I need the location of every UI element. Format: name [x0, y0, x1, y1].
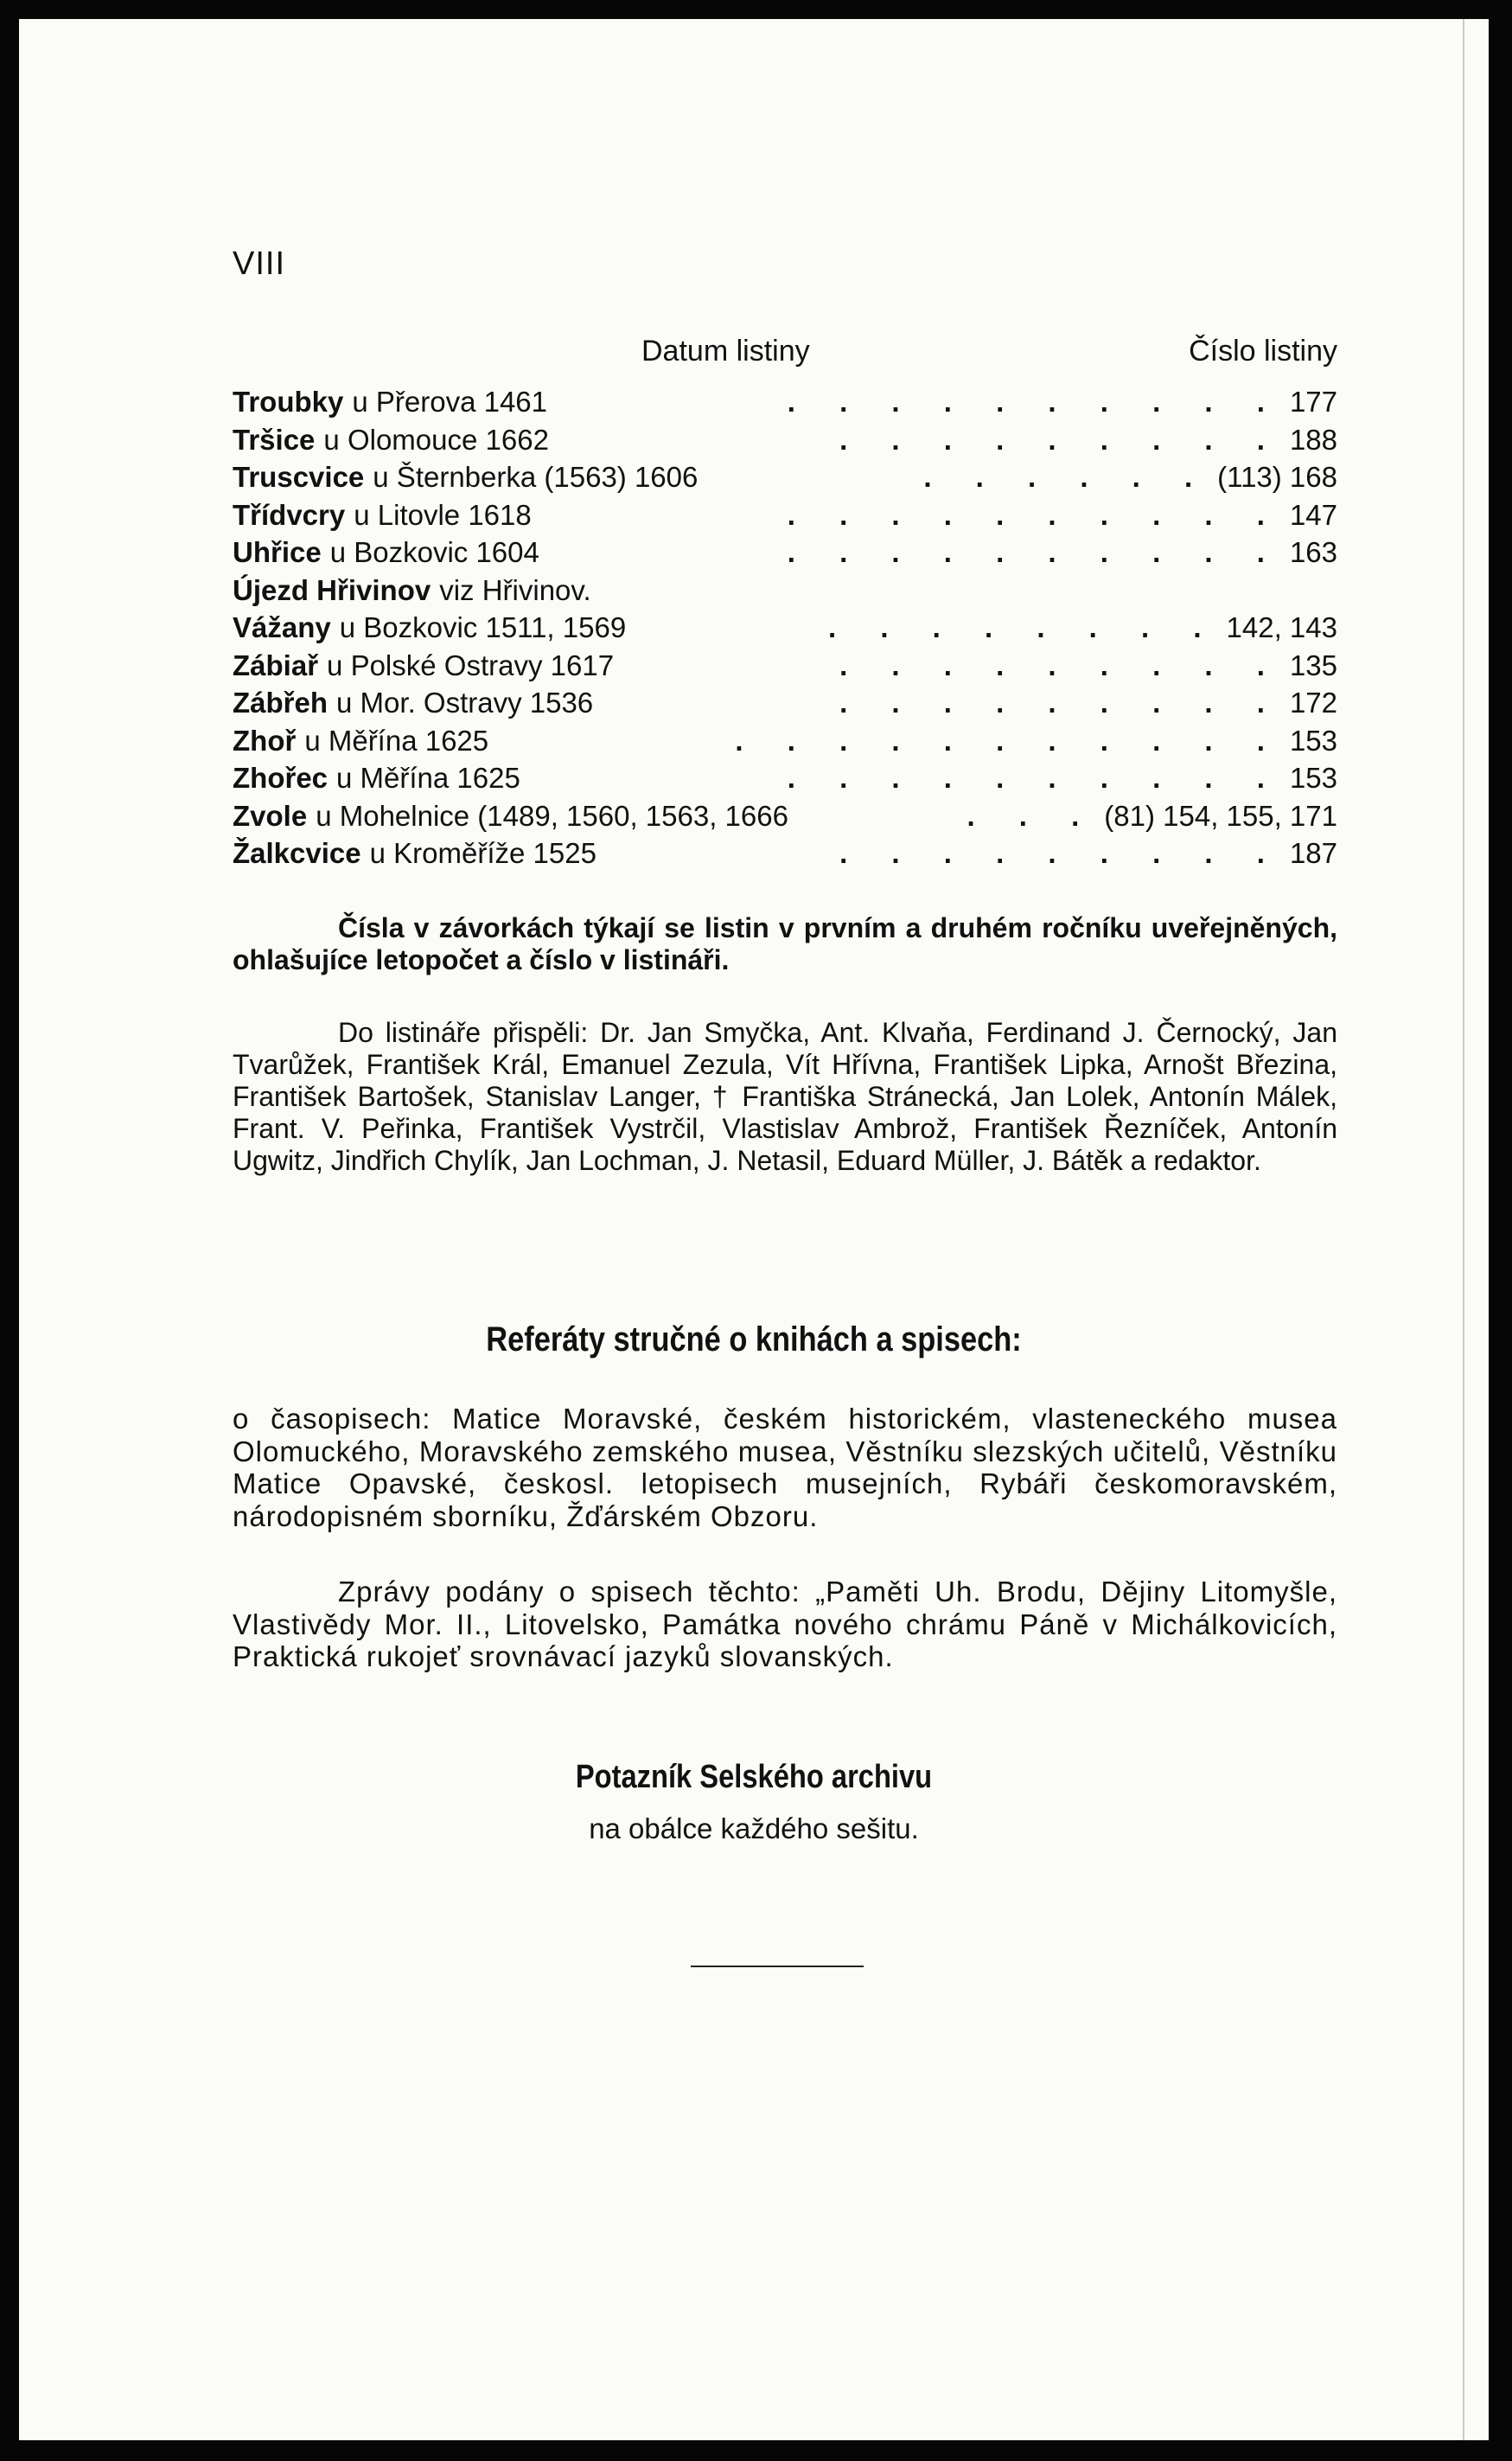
entry-detail: u Bozkovic 1511, 1569: [339, 611, 627, 643]
entry-leader-dots: . . . . . . . . .: [839, 423, 1283, 456]
entry-detail: u Mohelnice (1489, 1560, 1563, 1666: [316, 799, 788, 832]
entry-reference: (113) 168: [1217, 461, 1337, 493]
column-header-number: Číslo listiny: [1189, 335, 1337, 368]
entry-place: Zábiař: [233, 649, 319, 681]
entry-detail: u Mor. Ostravy 1536: [336, 687, 594, 719]
index-entry: [233, 800, 1337, 838]
entry-reference: 163: [1289, 536, 1337, 568]
page: [19, 19, 1489, 2440]
contributors-paragraph: Do listináře přispěli: Dr. Jan Smyčka, Ant. Klvaňa, Ferdinand J. Černocký, Jan Tvarůžek, František Král, Emanuel Zezula, Vít Hřívna, František Lipka, Arnošt Březina, František Bartošek, Stanislav Langer, † Františka Stránecká, Jan Lolek, Antonín Málek, Frant. V. Peřinka, František Vystrčil, Vlastislav Ambrož, František Řezníček, Antonín Ugwitz, Jindřich Chylík, Jan Lochman, J. Netasil, Eduard Müller, J. Bátěk a redaktor.: [233, 1017, 1337, 1176]
page-number: VIII: [233, 246, 286, 282]
entry-detail: u Měřína 1625: [304, 724, 489, 757]
referaty-heading: Referáty stručné o knihách a spisech:: [486, 1320, 1022, 1358]
entry-reference: 187: [1289, 837, 1337, 869]
column-header-date: Datum listiny: [641, 335, 810, 368]
entry-leader-dots: . . .: [967, 799, 1098, 832]
entry-detail: u Přerova 1461: [352, 386, 548, 418]
entry-leader-dots: . . . . . . . . . . .: [735, 724, 1283, 757]
entry-detail: u Kroměříže 1525: [369, 837, 597, 869]
periodicals-paragraph: o časopisech: Matice Moravské, českém historickém, vlasteneckého musea Olomuckého, Moravského zemského musea, Věstníku slezských učitelů, Věstníku Matice Opavské, českosl. letopisech musejních, Rybáři českomoravském, národopisném sborníku, Žďárském Obzoru.: [233, 1403, 1337, 1532]
entry-detail: u Litovle 1618: [354, 498, 532, 531]
entry-place: Zvole: [233, 799, 308, 832]
entry-detail: u Polské Ostravy 1617: [327, 649, 615, 681]
entry-reference: 188: [1289, 423, 1337, 456]
entry-place: Uhřice: [233, 536, 322, 568]
entry-detail: u Šternberka (1563) 1606: [373, 461, 699, 493]
entry-reference: 153: [1289, 724, 1337, 757]
entry-detail: u Bozkovic 1604: [329, 536, 539, 568]
index-entry: [233, 574, 1337, 612]
entry-reference: 172: [1289, 687, 1337, 719]
charter-index-list: [233, 386, 1337, 875]
entry-leader-dots: . . . . . . . . .: [839, 687, 1283, 719]
entry-reference: 147: [1289, 498, 1337, 531]
entry-place: Truscvice: [233, 461, 365, 493]
entry-leader-dots: . . . . . . . . . .: [787, 498, 1283, 531]
entry-leader-dots: . . . . . .: [923, 461, 1211, 493]
entry-reference: 142, 143: [1226, 611, 1337, 643]
entry-detail: u Olomouce 1662: [323, 423, 549, 456]
potaznik-heading: Potazník Selského archivu: [575, 1759, 933, 1795]
entry-place: Zhořec: [233, 762, 329, 794]
entry-reference: 153: [1289, 762, 1337, 794]
closing-rule: [691, 1966, 864, 1967]
index-entry: [233, 725, 1337, 763]
entry-place: Tršice: [233, 423, 316, 456]
entry-leader-dots: . . . . . . . . . .: [787, 762, 1283, 794]
index-entry: [233, 424, 1337, 462]
entry-detail: viz Hřivinov.: [439, 573, 591, 606]
index-entry: [233, 837, 1337, 875]
index-entry: [233, 762, 1337, 800]
entry-place: Troubky: [233, 386, 344, 418]
entry-place: Vážany: [233, 611, 331, 643]
index-entry: [233, 536, 1337, 574]
index-entry: [233, 461, 1337, 499]
entry-leader-dots: . . . . . . . . . .: [787, 536, 1283, 568]
entry-leader-dots: . . . . . . . .: [828, 611, 1220, 643]
entry-leader-dots: . . . . . . . . .: [839, 837, 1283, 869]
entry-leader-dots: . . . . . . . . . .: [787, 386, 1283, 418]
entry-leader-dots: . . . . . . . . .: [839, 649, 1283, 681]
index-entry: [233, 611, 1337, 649]
entry-place: Třídvcry: [233, 498, 346, 531]
entry-place: Újezd Hřivinov: [233, 573, 431, 606]
reports-paragraph: Zprávy podány o spisech těchto: „Paměti Uh. Brodu, Dějiny Litomyšle, Vlastivědy Mor. II., Litovelsko, Památka nového chrámu Páně v Michálkovicích, Praktická rukojeť srovnávací jazyků slovanských.: [233, 1576, 1337, 1672]
index-entry: [233, 649, 1337, 687]
potaznik-subtitle: na obálce každého sešitu.: [589, 1812, 919, 1844]
entry-place: Zhoř: [233, 724, 297, 757]
entry-reference: 177: [1289, 386, 1337, 418]
entry-reference: 135: [1289, 649, 1337, 681]
entry-place: Zábřeh: [233, 687, 329, 719]
index-entry: [233, 386, 1337, 424]
entry-place: Žalkcvice: [233, 837, 361, 869]
entry-detail: u Měřína 1625: [336, 762, 520, 794]
entry-reference: (81) 154, 155, 171: [1104, 799, 1337, 832]
page-edge-line: [1463, 19, 1464, 2440]
index-entry: [233, 687, 1337, 725]
index-entry: [233, 499, 1337, 537]
brackets-note: Čísla v závorkách týkají se listin v prvním a druhém ročníku uveřejněných, ohlašujíce letopočet a číslo v listináři.: [233, 912, 1337, 975]
